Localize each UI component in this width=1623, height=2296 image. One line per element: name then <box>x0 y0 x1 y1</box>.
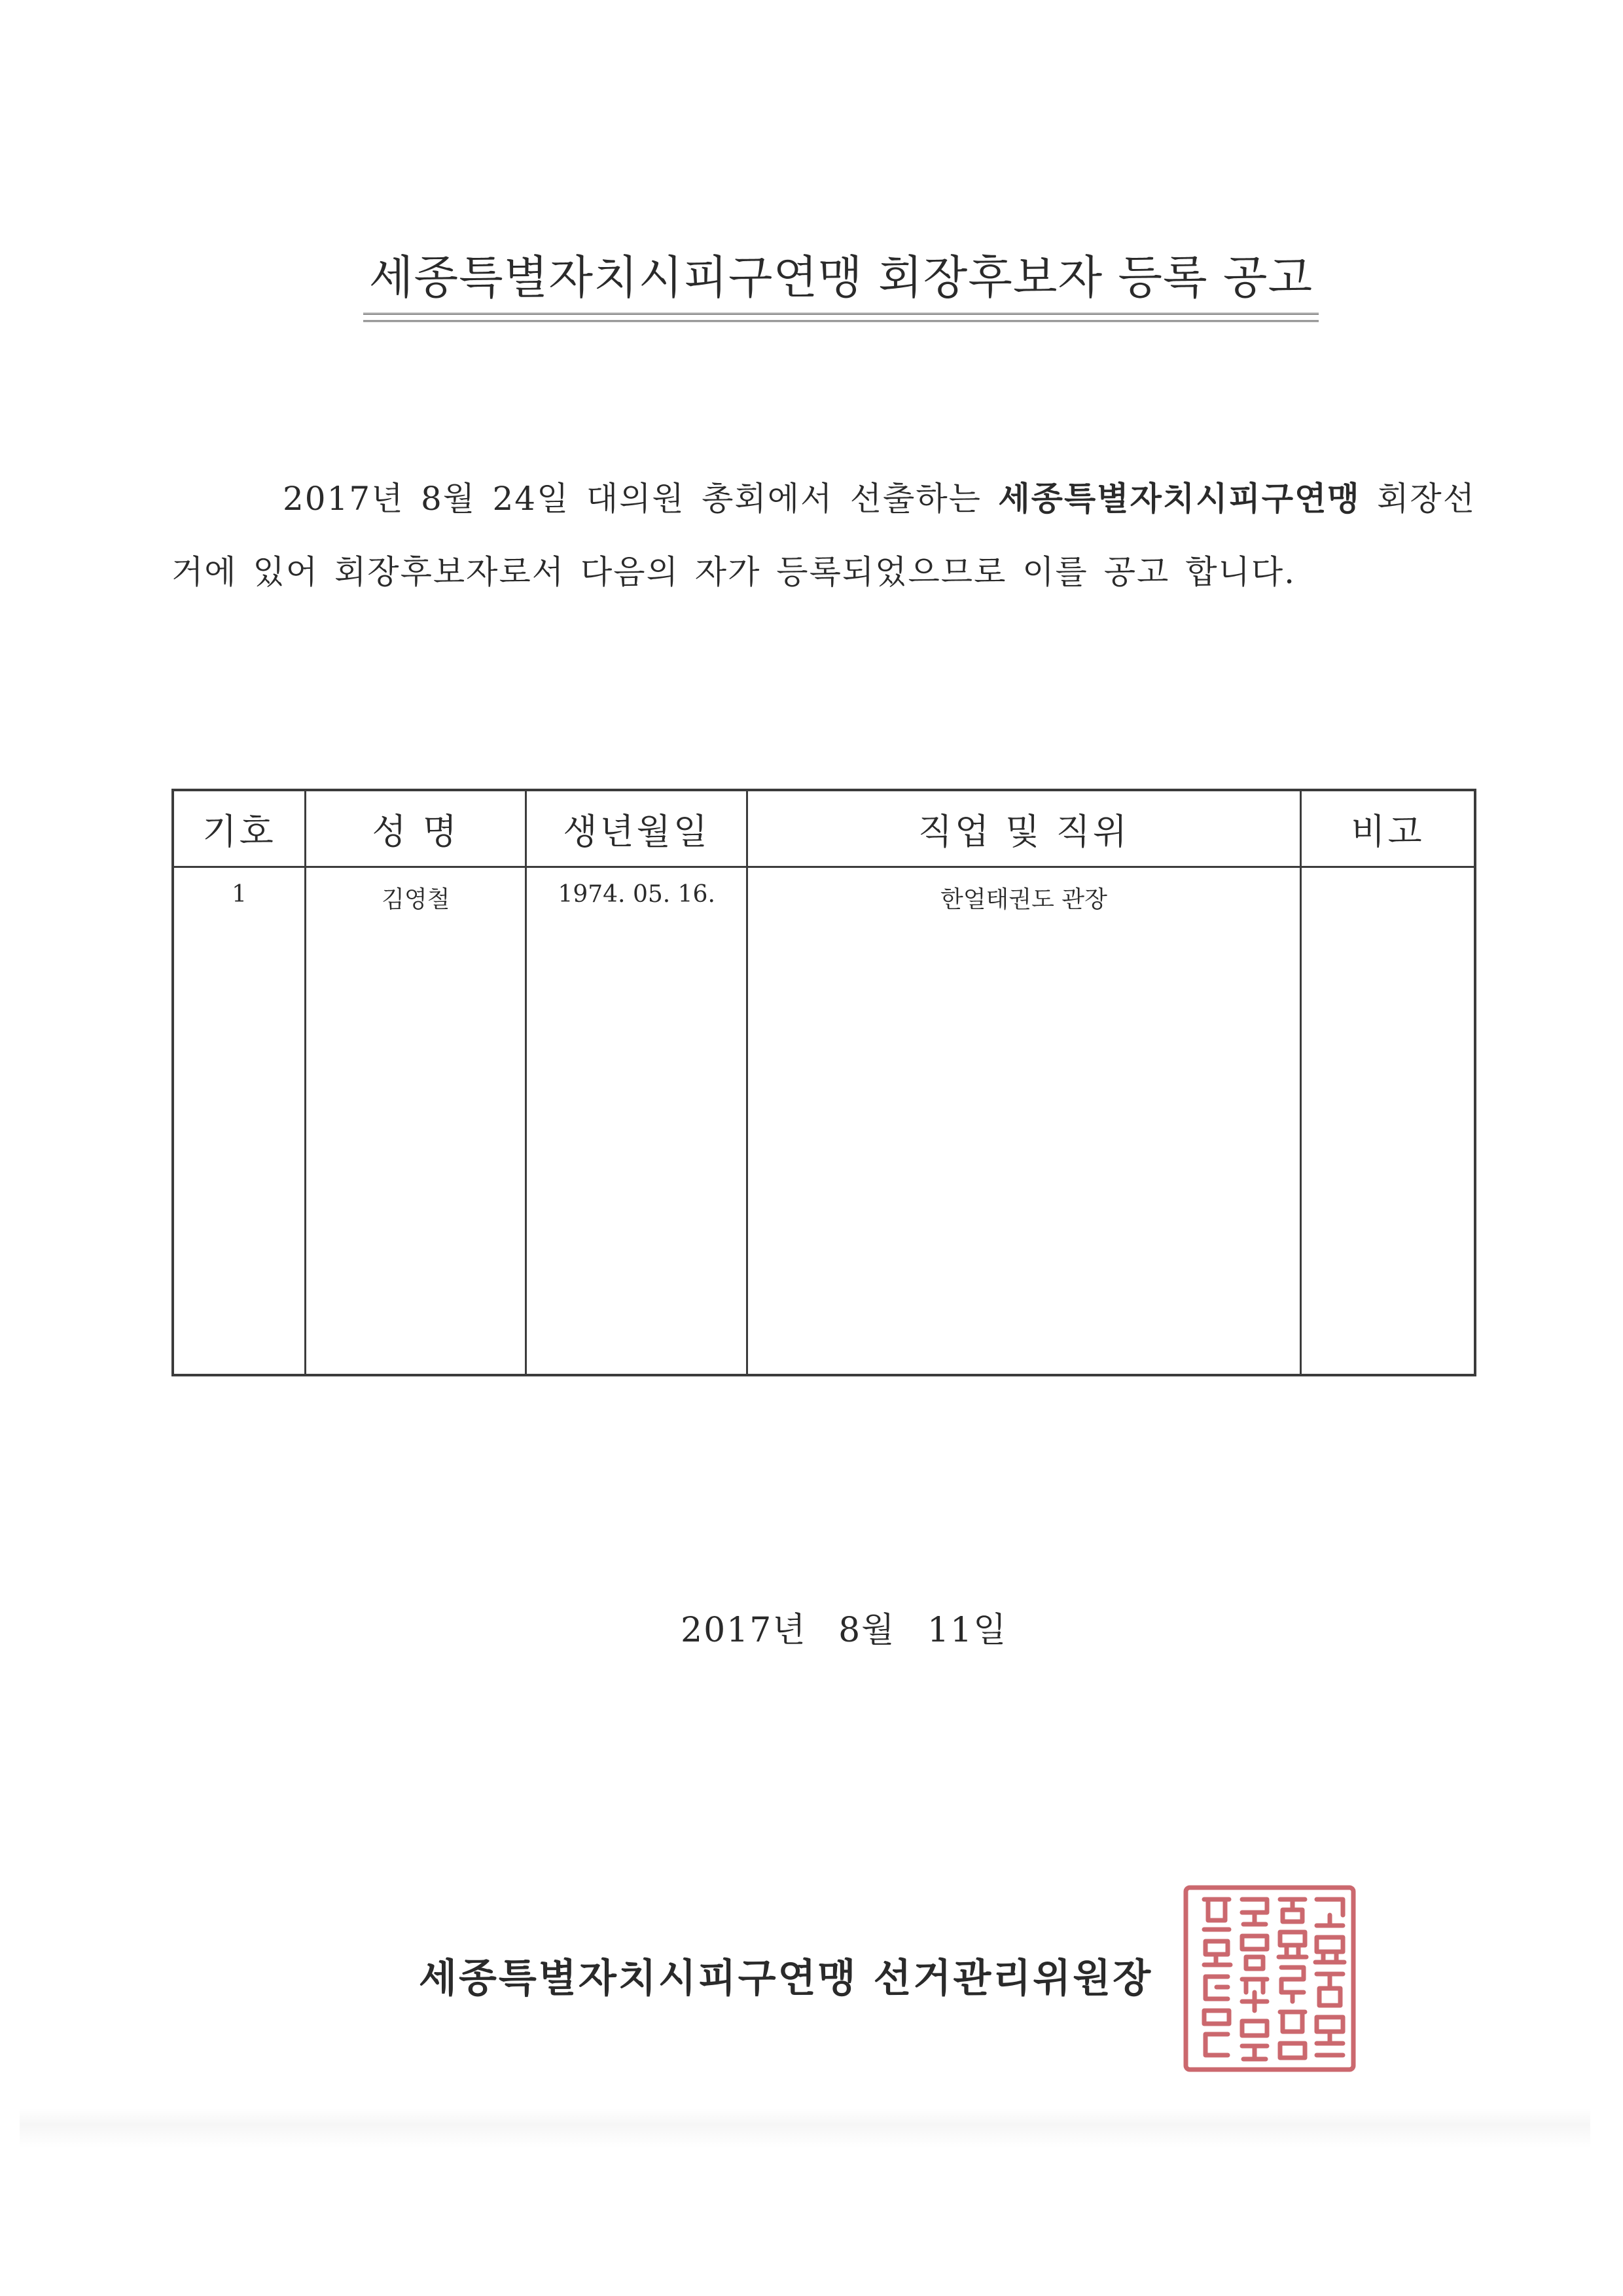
header-number: 기호 <box>173 790 306 867</box>
document-title: 세종특별자치시피구연맹 회장후보자 등록 공고 <box>368 251 1313 304</box>
scan-shadow-band <box>20 2109 1590 2148</box>
candidate-table <box>171 789 1476 1376</box>
header-occupation: 직업 및 직위 <box>747 790 1300 867</box>
cell-occupation: 한얼태권도 관장 <box>747 867 1300 920</box>
announcement-date: 2017년 8월 11일 <box>681 1611 1008 1650</box>
body-org-name: 세종특별자치시피구연맹 <box>998 480 1361 518</box>
table-empty-space <box>173 920 1475 1376</box>
filler-cell <box>747 920 1300 1376</box>
header-note: 비고 <box>1300 790 1475 867</box>
committee-signature: 세종특별자치시피구연맹 선거관리위원장 <box>419 1956 1153 2001</box>
header-name: 성 명 <box>306 790 526 867</box>
cell-birth-date: 1974. 05. 16. <box>526 867 747 920</box>
cell-note <box>1300 867 1475 920</box>
header-birth-date: 생년월일 <box>526 790 747 867</box>
filler-cell <box>173 920 306 1376</box>
cell-name: 김영철 <box>306 867 526 920</box>
announcement-body <box>171 462 1476 609</box>
table-header-row <box>173 790 1475 867</box>
filler-cell <box>1300 920 1475 1376</box>
body-text-part-1: 2017년 8월 24일 대의원 총회에서 선출하는 <box>283 480 999 518</box>
body-text-part-2: 회장선거에 있어 회장후보자로서 다음의 자가 등록되었으므로 이를 공고 합니다. <box>171 480 1476 591</box>
filler-cell <box>526 920 747 1376</box>
title-double-underline <box>363 313 1319 322</box>
filler-cell <box>306 920 526 1376</box>
cell-number: 1 <box>173 867 306 920</box>
table-row <box>173 867 1475 920</box>
official-seal-stamp <box>1182 1884 1357 2073</box>
